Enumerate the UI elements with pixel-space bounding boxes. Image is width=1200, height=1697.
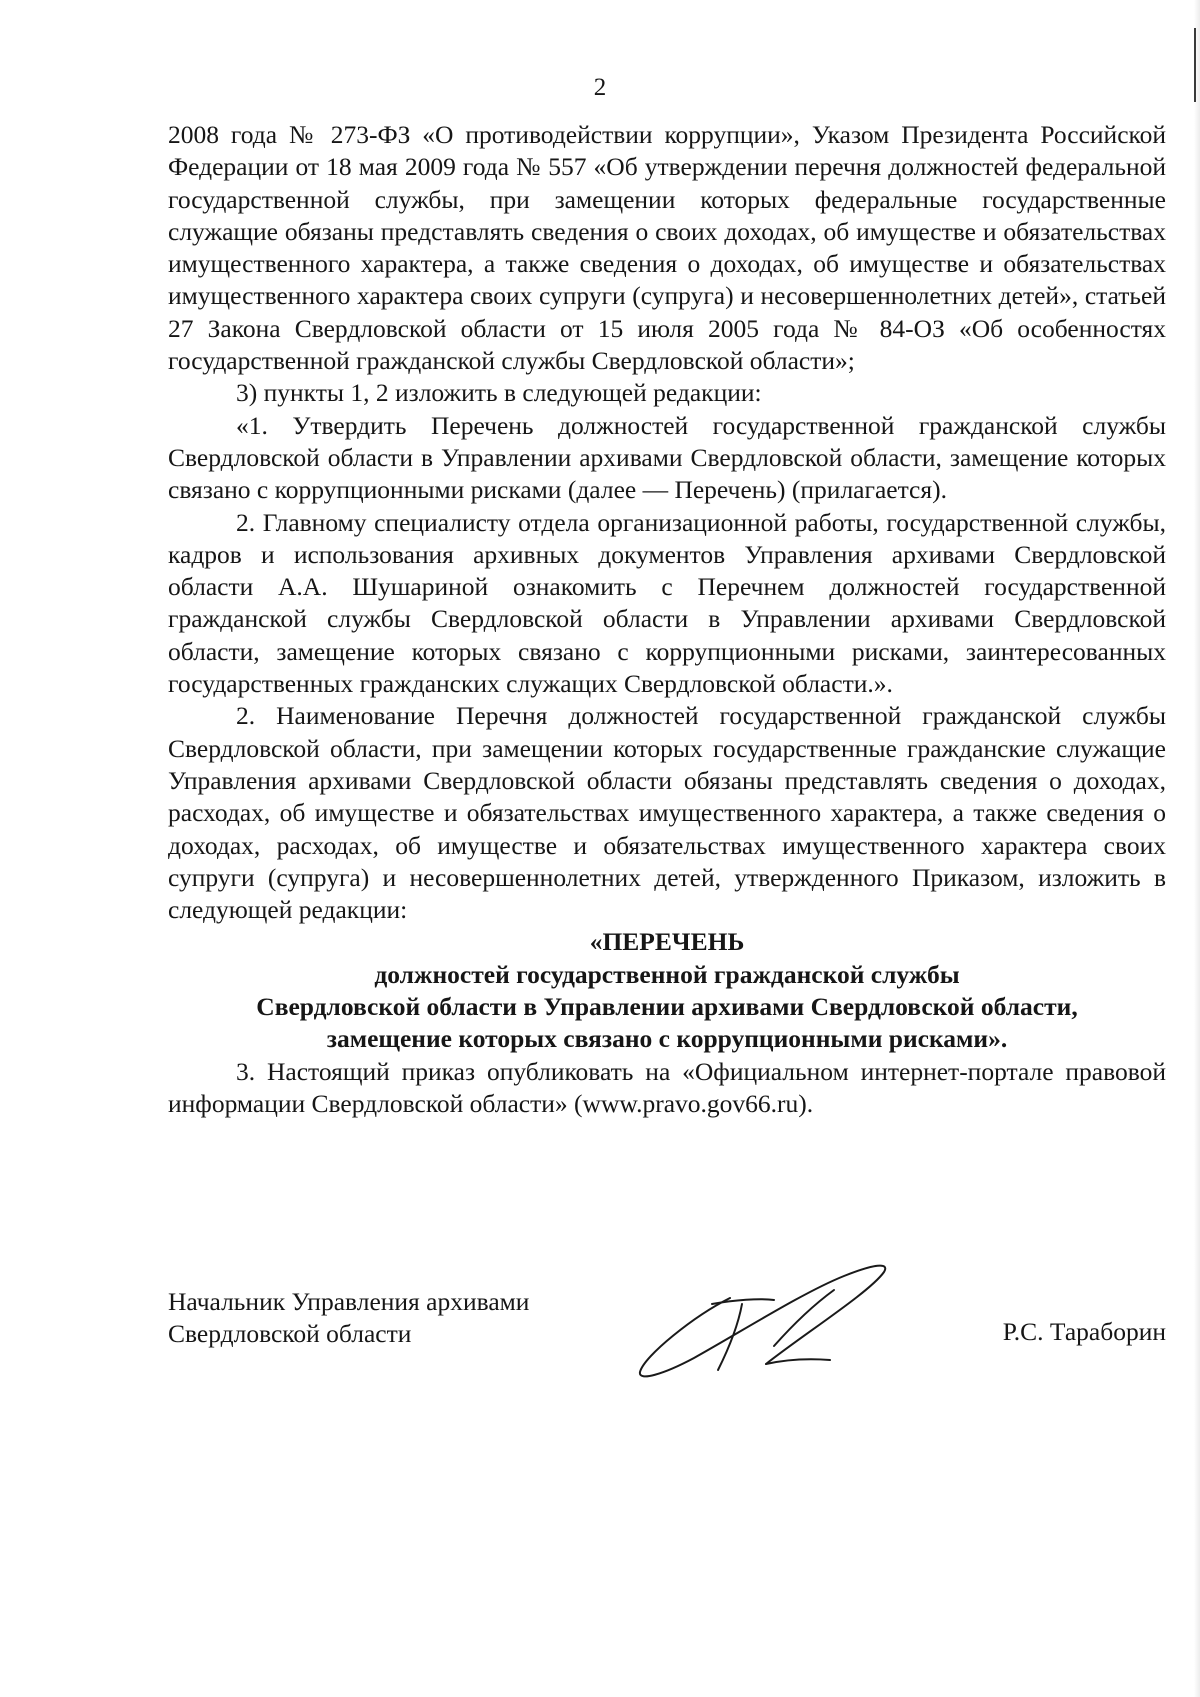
signature-block xyxy=(168,1286,1166,1406)
list-heading-line-3: Свердловской области в Управлении архивами Свердловской области, xyxy=(256,992,1078,1022)
paragraph-publish: 3. Настоящий приказ опубликовать на «Официальном интернет-портале правовой информации Свердловской области» (www.pravo.gov66.ru). xyxy=(168,1056,1166,1118)
handwritten-signature xyxy=(634,1246,904,1386)
paragraph-rename-list: 2. Наименование Перечня должностей государственной гражданской службы Свердловской области, при замещении которых государственные гражданские служащие Управления архивами Свердловской области обязаны представлять сведения о доходах, расходах, об имуществе и обязательствах имущественного характера, а также сведения о доходах, расходах, об имуществе и обязательствах имущественного характера своих супруги (супруга) и несовершеннолетних детей, утвержденного Приказом, изложить в следующей редакции: xyxy=(168,701,1166,925)
paragraph-approve-list: «1. Утвердить Перечень должностей государственной гражданской службы Свердловской области в Управлении архивами Свердловской области, замещение которых связано с коррупционными рисками (далее — Перечень) (прилагается). xyxy=(168,410,1166,505)
document-body xyxy=(168,119,1166,1120)
paragraph-item-3: 3) пункты 1, 2 изложить в следующей редакции: xyxy=(236,378,762,408)
signature-strokes xyxy=(640,1266,885,1377)
signer-title xyxy=(168,1286,529,1351)
list-heading-line-2: должностей государственной гражданской службы xyxy=(374,959,960,989)
list-heading-line-1: «ПЕРЕЧЕНЬ xyxy=(589,927,745,957)
page-number: 2 xyxy=(593,74,607,101)
signer-title-line-1: Начальник Управления архивами xyxy=(168,1287,530,1316)
signer-name: Р.С. Тараборин xyxy=(1002,1317,1166,1346)
scan-edge xyxy=(1194,0,1200,1697)
paragraph-legal-basis: 2008 года № 273-ФЗ «О противодействии коррупции», Указом Президента Российской Федерации от 18 мая 2009 года № 557 «Об утверждении перечня должностей федеральной государственной службы, при замещении которых федеральные государственные служащие обязаны представлять сведения о своих доходах, об имуществе и обязательствах имущественного характера, а также сведения о доходах, об имуществе и обязательствах имущественного характера своих супруги (супруга) и несовершеннолетних детей», статьей 27 Закона Свердловской области от 15 июля 2005 года № 84-ОЗ «Об особенностях государственной гражданской службы Свердловской области»; xyxy=(168,120,1166,376)
paragraph-familiarize: 2. Главному специалисту отдела организационной работы, государственной службы, кадров и использования архивных документов Управления архивами Свердловской области А.А. Шушариной ознакомить с Перечнем должностей государственной гражданской службы Свердловской области в Управлении архивами Свердловской области, замещение которых связано с коррупционными рисками, заинтересованных государственных гражданских служащих Свердловской области.». xyxy=(168,507,1166,699)
signer-title-line-2: Свердловской области xyxy=(168,1319,412,1349)
list-heading-line-4: замещение которых связано с коррупционными рисками». xyxy=(326,1024,1008,1054)
